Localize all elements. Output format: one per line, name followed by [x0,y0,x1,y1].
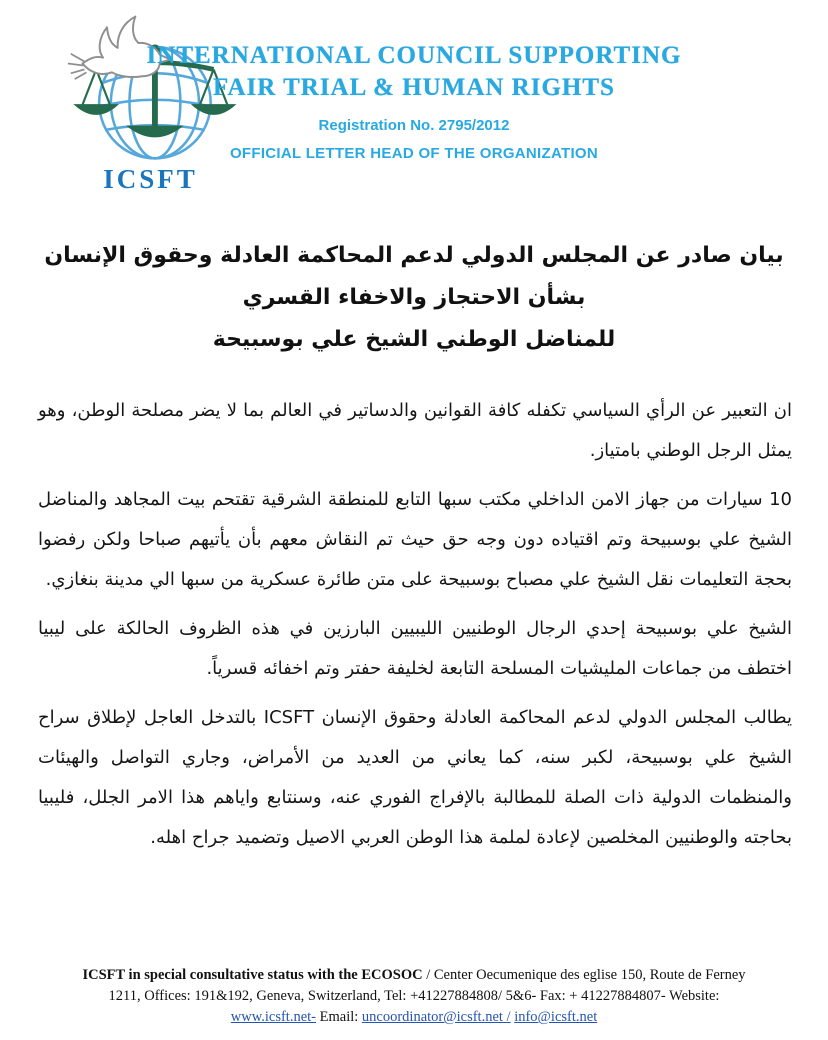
letterhead-label: OFFICIAL LETTER HEAD OF THE ORGANIZATION [229,145,599,162]
statement-title-line2: بشأن الاحتجاز والاخفاء القسري [242,285,586,310]
footer [70,965,758,1028]
footer-email-label: Email: [319,1009,359,1025]
footer-email-link-2[interactable]: info@icsft.net [514,1009,598,1025]
org-name-line1: INTERNATIONAL COUNCIL SUPPORTING [146,42,682,69]
statement-title-line1: بيان صادر عن المجلس الدولي لدعم المحاكمة العادلة وحقوق الإنسان [44,243,784,268]
paragraph-4: يطالب المجلس الدولي لدعم المحاكمة العادلة وحقوق الإنسان ICSFT بالتدخل العاجل لإطلاق سراح الشيخ علي بوسبيحة، لكبر سنه، كما يعاني من العديد من الأمراض، وجاري التواصل والهيئات والمنظمات الدولية ذات الصلة للمطالبة بالإفراج الفوري عنه، وسنتابع واياهم هذا الامر الجلل، فليبيا بحاجته والوطنيين المخلصين لإعادة لملمة هذا الوطن العربي الاصيل وتضميد جراح اهله. [38,707,792,848]
statement-title-line3: للمناضل الوطني الشيخ علي بوسبيحة [212,327,616,352]
letterhead-text [0,40,828,162]
statement-body [0,391,828,858]
paragraph-3: الشيخ علي بوسبيحة إحدي الرجال الوطنيين الليبيين البارزين في هذه الظروف الحالكة على ليبيا اختطف من جماعات المليشيات المسلحة التابعة لخليفة حفتر وتم اخفائه قسرياً. [38,618,792,679]
paragraph-1: ان التعبير عن الرأي السياسي تكفله كافة القوانين والدساتير في العالم بما لا يضر مصلحة الوطن، وهو يمثل الرجل الوطني بامتياز. [38,400,792,461]
footer-ecosoc-status: ICSFT in special consultative status with the ECOSOC [82,967,423,983]
footer-email-link-1[interactable]: uncoordinator@icsft.net / [361,1009,511,1025]
statement-title [0,235,828,361]
footer-address: / Center Oecumenique des eglise 150, Route de Ferney 1211, Offices: 191&192, Geneva, Switzerland, Tel: +41227884808/ 5&6- Fax: + 41227884807- Website: [108,967,746,1004]
paragraph-2: 10 سيارات من جهاز الامن الداخلي مكتب سبها التابع للمنطقة الشرقية تقتحم بيت المجاهد والمناضل الشيخ علي بوسبيحة وتم اقتياده دون وجه حق حيث تم النقاش معهم بأن يأتيهم صباحا ولكن رفضوا بحجة التعليمات نقل الشيخ علي مصباح بوسبيحة على متن طائرة عسكرية من سبها الي مدينة بنغازي. [38,489,792,590]
registration-number: Registration No. 2795/2012 [318,117,510,134]
org-name-line2: FAIR TRIAL & HUMAN RIGHTS [213,74,615,101]
logo-abbreviation: ICSFT [103,164,198,194]
footer-website-link[interactable]: www.icsft.net- [230,1009,316,1025]
letterhead [0,0,828,194]
